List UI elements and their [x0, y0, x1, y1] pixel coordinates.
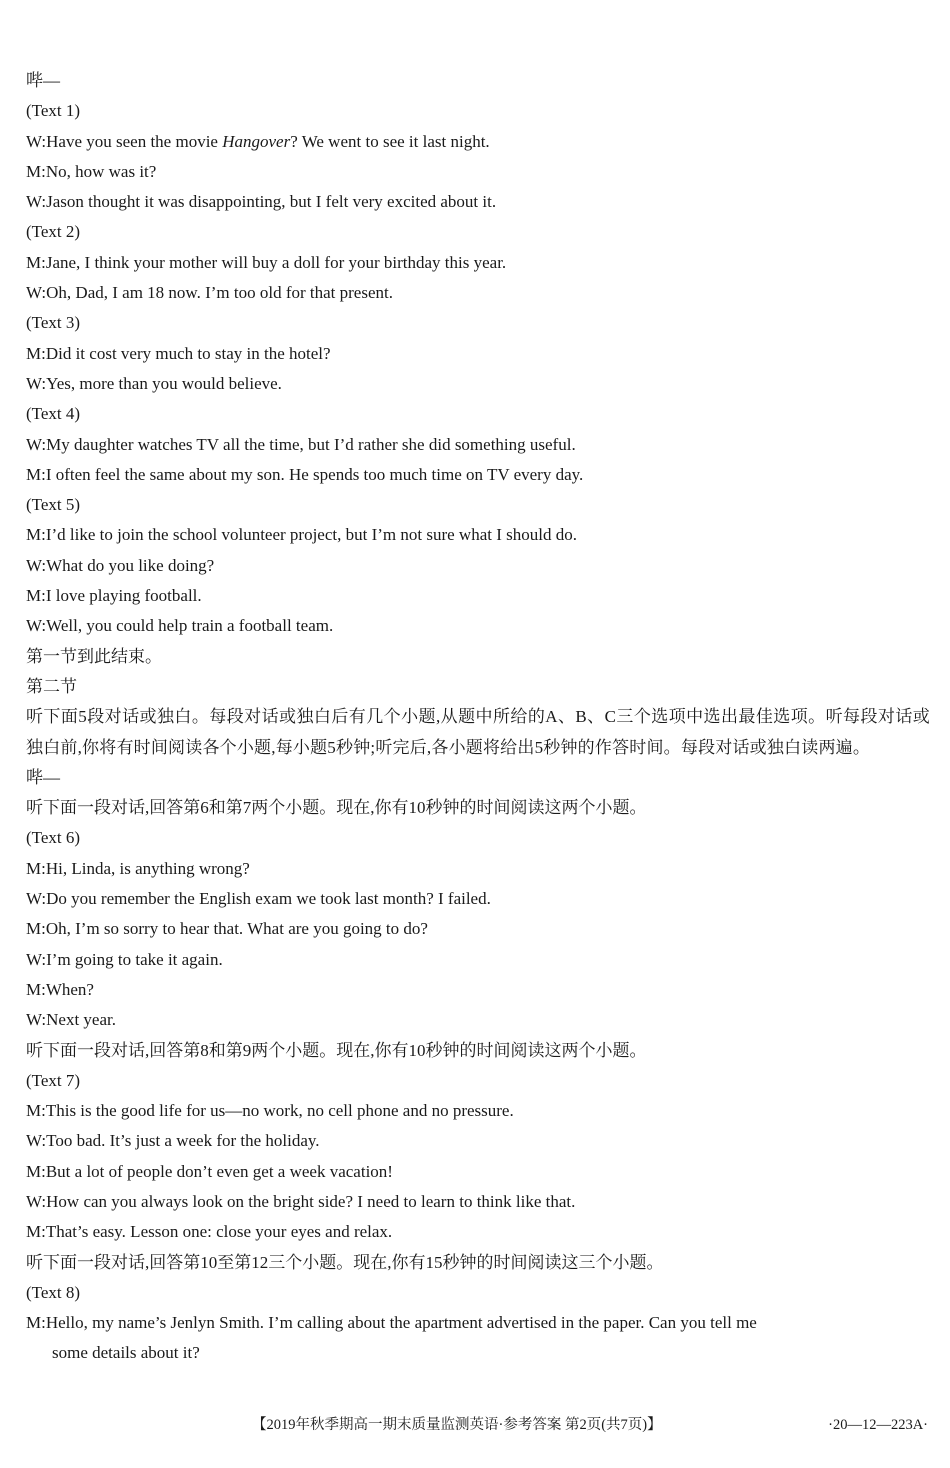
transcript-line-continuation: some details about it?	[52, 1343, 200, 1363]
page-footer	[0, 1412, 950, 1438]
transcript-line: M:Oh, I’m so sorry to hear that. What are you going to do?	[26, 919, 428, 939]
transcript-line: W:My daughter watches TV all the time, but I’d rather she did something useful.	[26, 434, 576, 454]
text-heading: (Text 2)	[26, 222, 81, 242]
text-heading: (Text 4)	[26, 404, 81, 424]
transcript-line: M:When?	[26, 979, 94, 999]
transcript-line: W:Jason thought it was disappointing, but I felt very excited about it.	[26, 192, 497, 212]
text-heading: (Text 1)	[26, 101, 81, 121]
section-end-note: 第一节到此结束。	[26, 646, 162, 666]
transcript-line: W:Yes, more than you would believe.	[26, 373, 282, 393]
question-instruction: 听下面一段对话,回答第6和第7两个小题。现在,你有10秒钟的时间阅读这两个小题。	[26, 798, 647, 818]
transcript-line: W:I’m going to take it again.	[26, 949, 223, 969]
movie-title: Hangover	[222, 131, 291, 151]
text-heading: (Text 6)	[26, 828, 81, 848]
transcript-line: M:Did it cost very much to stay in the hotel?	[26, 343, 331, 363]
question-instruction: 听下面一段对话,回答第8和第9两个小题。现在,你有10秒钟的时间阅读这两个小题。	[26, 1040, 647, 1060]
text-heading: (Text 3)	[26, 313, 81, 333]
transcript-line: W:Well, you could help train a football team.	[26, 616, 334, 636]
transcript-line: M:Hi, Linda, is anything wrong?	[26, 858, 250, 878]
transcript-line: W:Oh, Dad, I am 18 now. I’m too old for that present.	[26, 283, 393, 303]
transcript-line: M:Hello, my name’s Jenlyn Smith. I’m calling about the apartment advertised in the paper. Can you tell me	[26, 1313, 757, 1333]
question-instruction: 听下面一段对话,回答第10至第12三个小题。现在,你有15秒钟的时间阅读这三个小题。	[26, 1252, 664, 1272]
transcript-line: M:That’s easy. Lesson one: close your eyes and relax.	[26, 1222, 393, 1242]
transcript-line: W:Too bad. It’s just a week for the holiday.	[26, 1131, 320, 1151]
transcript-line: M:I often feel the same about my son. He spends too much time on TV every day.	[26, 464, 584, 484]
transcript-line: M:Jane, I think your mother will buy a doll for your birthday this year.	[26, 252, 507, 272]
transcript-line: W:Next year.	[26, 1010, 116, 1030]
transcript-line: 哔—	[26, 767, 60, 787]
text-heading: (Text 7)	[26, 1070, 81, 1090]
transcript-line: M:I love playing football.	[26, 586, 202, 606]
transcript-line: M:But a lot of people don’t even get a week vacation!	[26, 1161, 393, 1181]
footer-code: ·20—12—223A·	[828, 1417, 928, 1433]
transcript-line: 哔—	[26, 71, 60, 90]
transcript-line: M:No, how was it?	[26, 161, 157, 181]
transcript-line: W:How can you always look on the bright side? I need to learn to think like that.	[26, 1191, 576, 1211]
transcript-line: W:Do you remember the English exam we took last month? I failed.	[26, 889, 491, 909]
transcript-line: M:This is the good life for us—no work, no cell phone and no pressure.	[26, 1101, 514, 1121]
transcript-body	[26, 66, 930, 1369]
transcript-line: W:Have you seen the movie Hangover? We went to see it last night.	[26, 131, 490, 151]
footer-title: 【2019年秋季期高一期末质量监测英语·参考答案 第2页(共7页)】	[252, 1417, 662, 1433]
text-heading: (Text 5)	[26, 495, 81, 515]
section-instructions: 听下面5段对话或独白。每段对话或独白后有几个小题,从题中所给的A、B、C三个选项中选出最佳选项。听每段对话或独白前,你将有时间阅读各个小题,每小题5秒钟;听完后,各小题将给出5秒钟的作答时间。每段对话或独白读两遍。	[26, 707, 930, 757]
transcript-line: M:I’d like to join the school volunteer project, but I’m not sure what I should do.	[26, 525, 577, 545]
section-heading: 第二节	[26, 676, 77, 696]
text-heading: (Text 8)	[26, 1282, 81, 1302]
transcript-line: W:What do you like doing?	[26, 555, 215, 575]
